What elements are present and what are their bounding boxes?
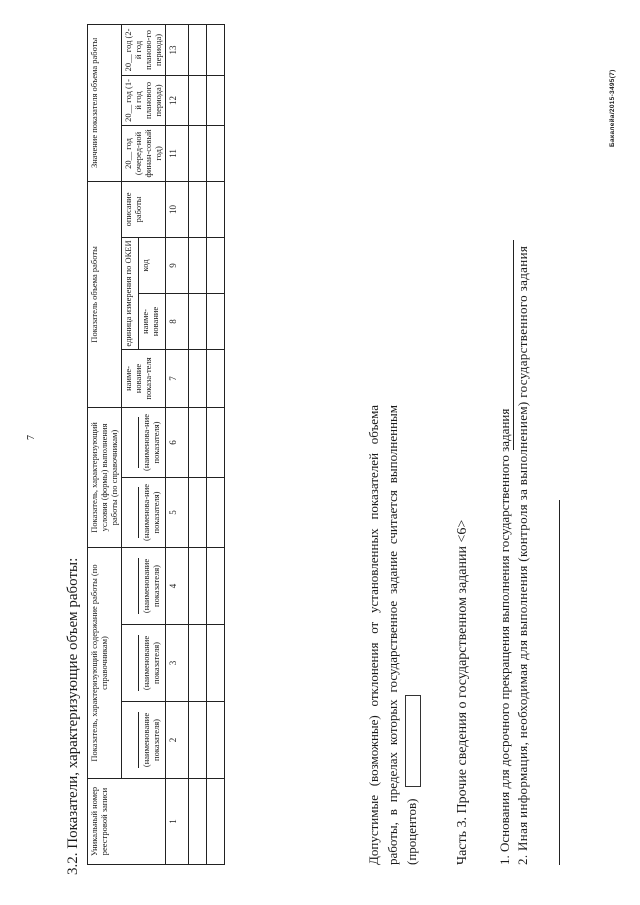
tolerance-input-box — [405, 695, 421, 787]
termination-grounds: 1. Основания для досрочного прекращения выполнения государственного задания — [497, 408, 512, 865]
part3-title: Часть 3. Прочие сведения о государственном задании <6> — [455, 519, 470, 865]
conditions-indicator-name-2: (наименова-ние показателя) — [122, 407, 166, 477]
column-number: 12 — [166, 75, 189, 125]
col-content-indicator: Показатель, характеризующий содержание работы (по справочникам) — [88, 547, 122, 778]
rotated-page-content — [65, 10, 625, 875]
column-number: 4 — [166, 547, 189, 624]
column-number-row — [166, 24, 189, 864]
col-conditions-indicator: Показатель, характеризующий условия (формы) выполнения работы (по справочникам) — [88, 407, 122, 547]
column-number: 9 — [166, 237, 189, 293]
column-number: 1 — [166, 779, 189, 865]
tolerance-paragraph — [365, 405, 422, 865]
column-number: 2 — [166, 702, 189, 779]
col-indicator-label: наиме-нование показа-теля — [122, 349, 166, 407]
col-registry-number: Уникальный номер реестровой записи — [88, 779, 166, 865]
col-unit-name: наиме-нование — [138, 293, 166, 349]
other-information: 2. Иная информация, необходимая для выполнения (контроля за выполнением) государственного задания — [515, 245, 530, 865]
content-indicator-name-3: (наименование показателя) — [122, 547, 166, 624]
column-number: 8 — [166, 293, 189, 349]
blank-line — [128, 635, 139, 691]
col-year-current: 20__ год (очеред-ной финан-совый год) — [122, 125, 166, 181]
page-number: 7 — [26, 435, 37, 440]
col-volume-indicator: Показатель объема работы — [88, 181, 122, 407]
column-number: 10 — [166, 181, 189, 237]
col-volume-value: Значение показателя объема работы — [88, 24, 122, 181]
table-row — [189, 24, 207, 864]
column-number: 7 — [166, 349, 189, 407]
footer-code: Бакалейа/2015-3495(7) — [609, 69, 616, 147]
section-title: 3.2. Показатели, характеризующие объем работы: — [65, 557, 81, 875]
col-unit-okei: единица измерения по ОКЕИ — [122, 237, 139, 349]
content-indicator-name-1: (наименование показателя) — [122, 702, 166, 779]
header-row-1 — [88, 24, 122, 864]
work-volume-table — [87, 24, 225, 865]
blank-line — [128, 558, 139, 614]
blank-line — [128, 487, 139, 538]
column-number: 3 — [166, 625, 189, 702]
blank-line — [128, 417, 139, 468]
column-number: 13 — [166, 24, 189, 75]
header-row-2 — [122, 24, 139, 864]
content-indicator-name-2: (наименование показателя) — [122, 625, 166, 702]
col-year-plan-1: 20__ год (1-й год планового периода) — [122, 75, 166, 125]
col-unit-code: код — [138, 237, 166, 293]
termination-grounds-line — [513, 240, 514, 450]
column-number: 11 — [166, 125, 189, 181]
column-number: 5 — [166, 477, 189, 547]
blank-line — [128, 712, 139, 768]
column-number: 6 — [166, 407, 189, 477]
table-row — [207, 24, 225, 864]
col-year-plan-2: 20__ год (2-й год планово-го периода) — [122, 24, 166, 75]
other-information-line — [559, 500, 560, 865]
col-work-description: описание работы — [122, 181, 166, 237]
tolerance-text: Допустимые (возможные) отклонения от установленных показателей объема работы, в пределах которых государственное задание считается выполненным (процентов) — [366, 405, 419, 865]
conditions-indicator-name-1: (наименова-ние показателя) — [122, 477, 166, 547]
